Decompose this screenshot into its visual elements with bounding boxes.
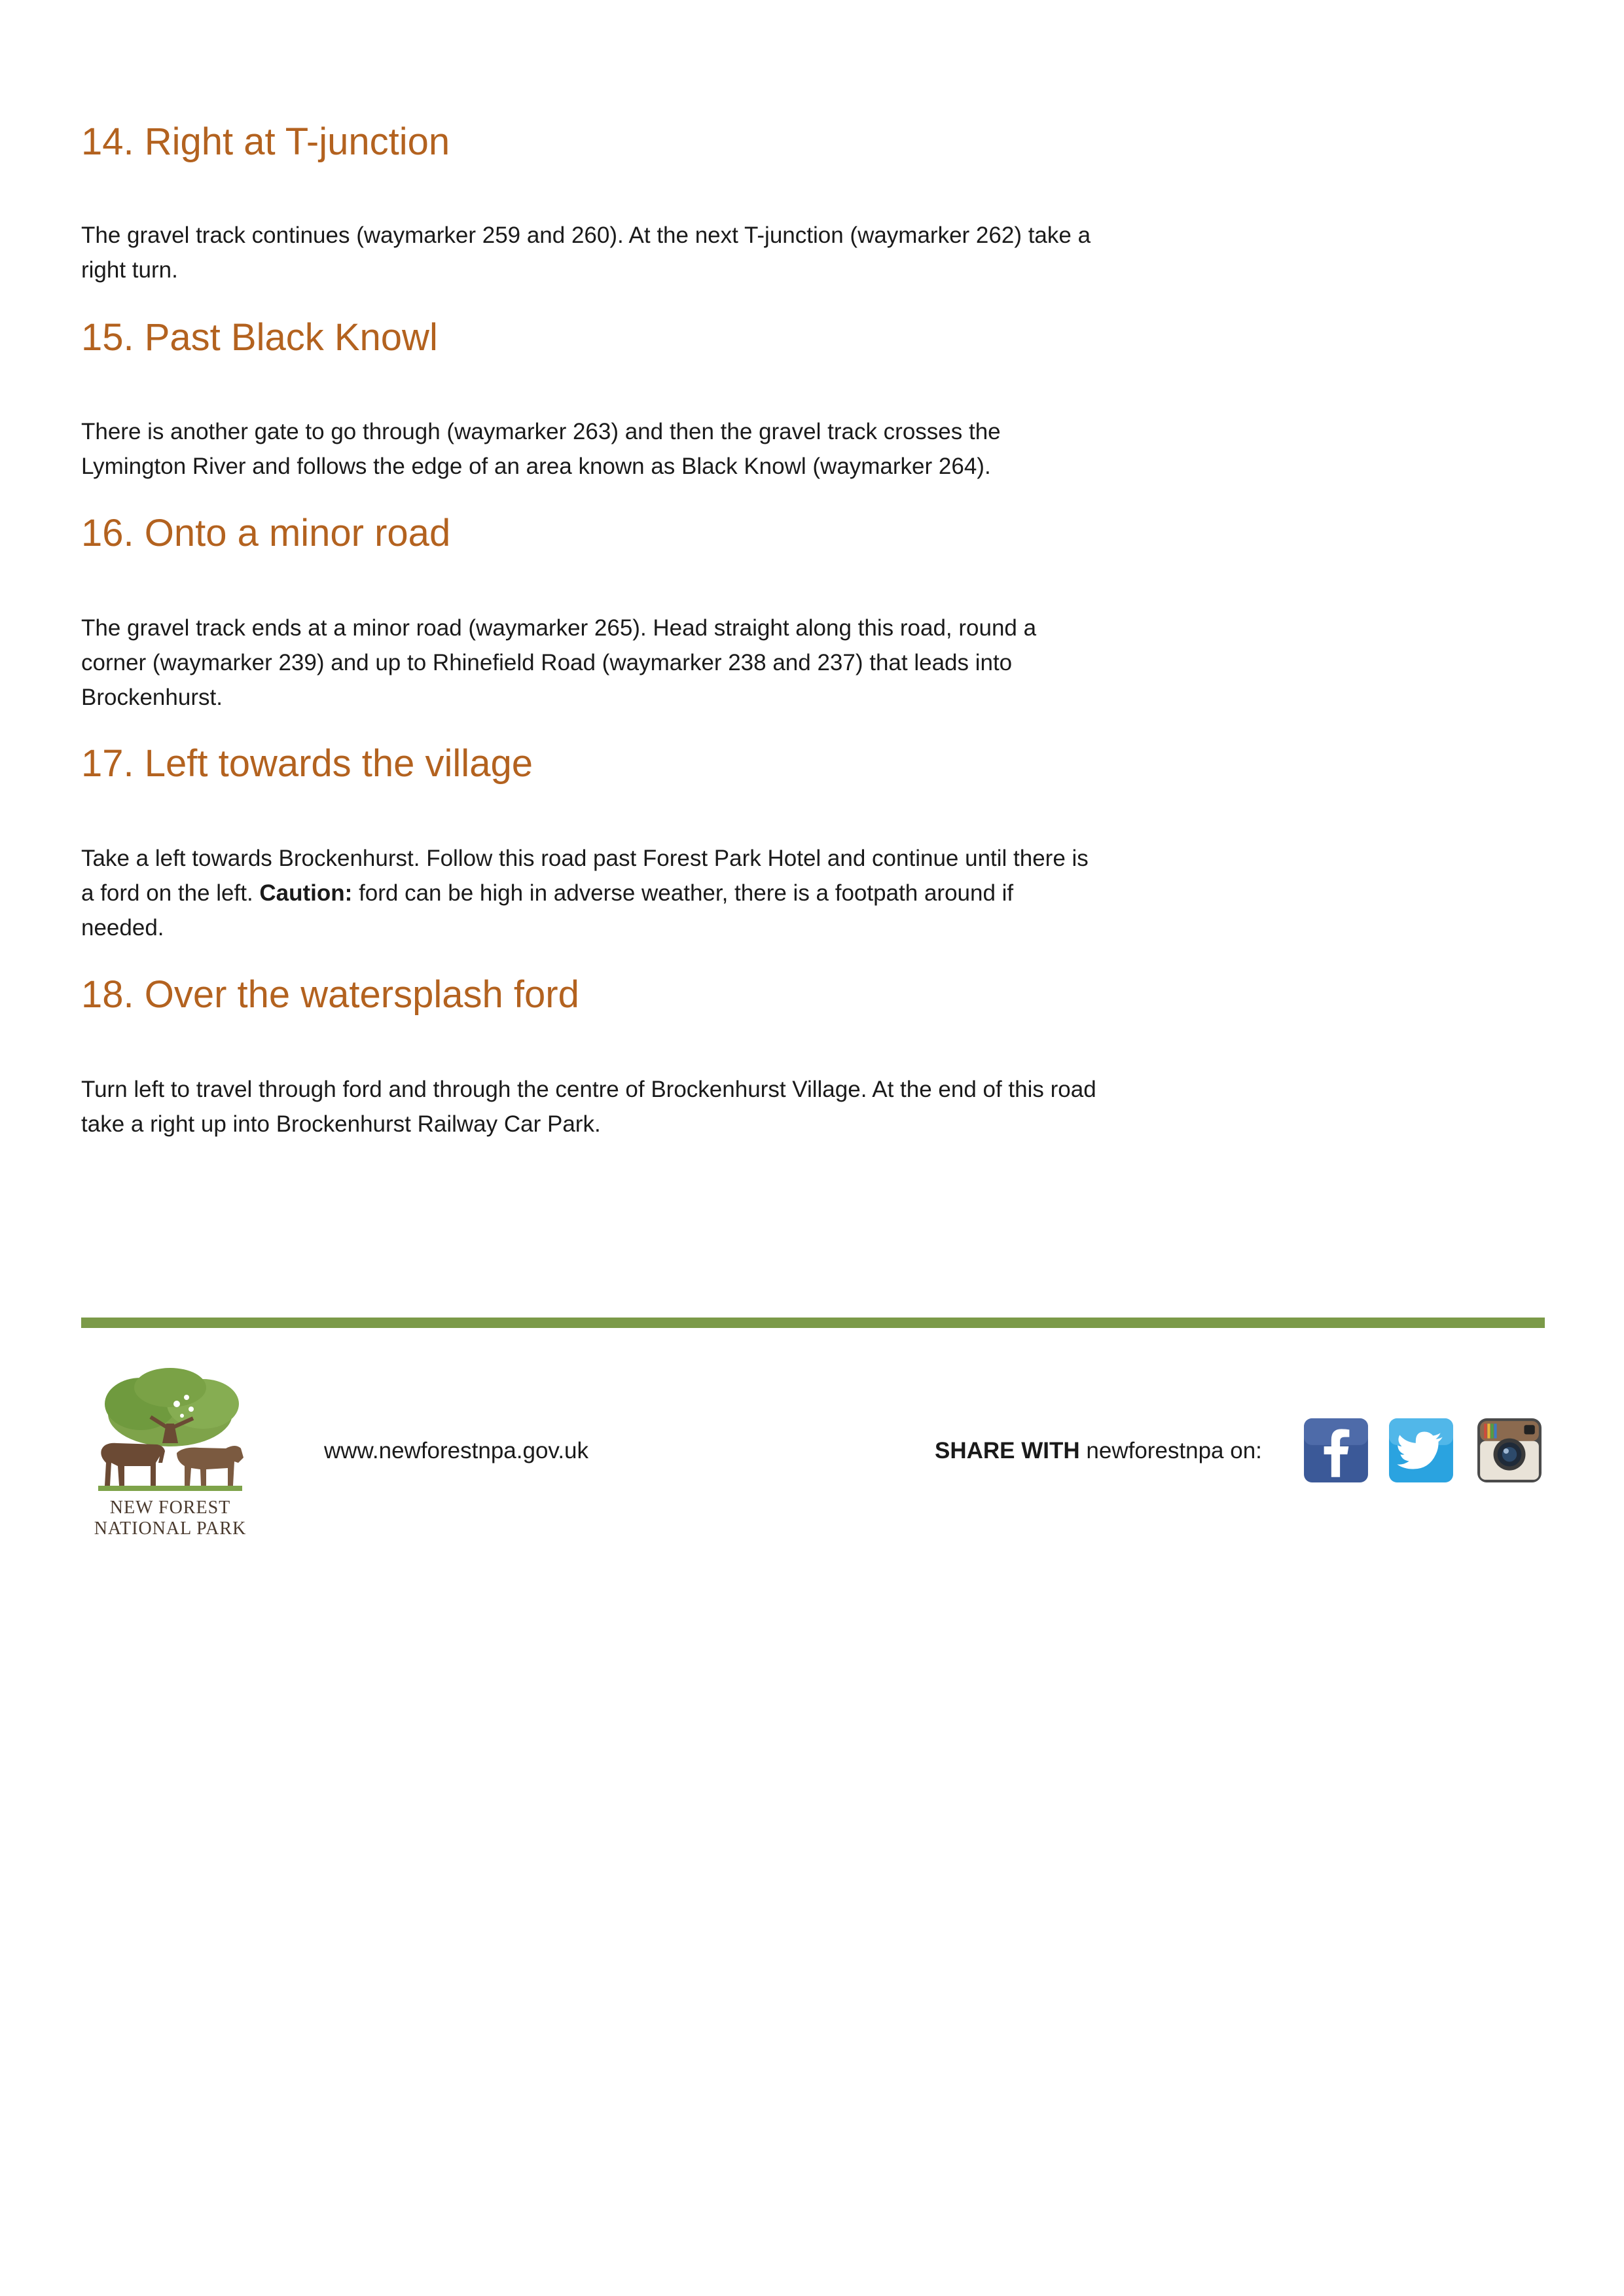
section-14-paragraph: The gravel track continues (waymarker 259 and 260). At the next T-junction (waymarker 262) take a right turn.: [81, 223, 1091, 283]
caution-label: Caution:: [259, 880, 353, 906]
section-17-text-before: Take a left towards Brockenhurst. Follow this road past Forest Park Hotel and continue until there is a ford on the left.: [81, 846, 1089, 906]
footer-divider: [81, 1318, 1545, 1328]
share-text: [935, 1438, 1262, 1464]
section-14-heading: 14. Right at T-junction: [81, 120, 450, 163]
share-label: SHARE WITH: [935, 1438, 1080, 1463]
section-18-paragraph: Turn left to travel through ford and through the centre of Brockenhurst Village. At the end of this road take a right up into Brockenhurst Railway Car Park.: [81, 1077, 1096, 1137]
logo-text-line2: NATIONAL PARK: [94, 1518, 247, 1539]
section-15-paragraph: There is another gate to go through (waymarker 263) and then the gravel track crosses the Lymington River and follows the edge of an area known as Black Knowl (waymarker 264).: [81, 419, 1001, 479]
section-17-paragraph: [81, 841, 1102, 945]
instagram-icon[interactable]: [1476, 1417, 1543, 1484]
section-15-heading: 15. Past Black Knowl: [81, 316, 438, 359]
facebook-icon[interactable]: [1303, 1417, 1369, 1484]
section-17-heading: 17. Left towards the village: [81, 742, 533, 785]
section-17-text-after: ford can be high in adverse weather, there is a footpath around if needed.: [81, 880, 1014, 941]
section-16-paragraph: The gravel track ends at a minor road (waymarker 265). Head straight along this road, round a corner (waymarker 239) and up to Rhinefield Road (waymarker 238 and 237) that leads into Brockenhurst.: [81, 615, 1037, 710]
new-forest-logo: [79, 1365, 262, 1538]
section-18-heading: 18. Over the watersplash ford: [81, 973, 579, 1016]
tree-and-ponies-icon: [79, 1365, 262, 1496]
twitter-icon[interactable]: [1388, 1417, 1454, 1484]
website-link[interactable]: www.newforestnpa.gov.uk: [324, 1438, 589, 1463]
logo-text-line1: NEW FOREST: [109, 1498, 231, 1518]
section-16-heading: 16. Onto a minor road: [81, 512, 451, 554]
share-handle-text: newforestnpa on:: [1086, 1438, 1262, 1463]
